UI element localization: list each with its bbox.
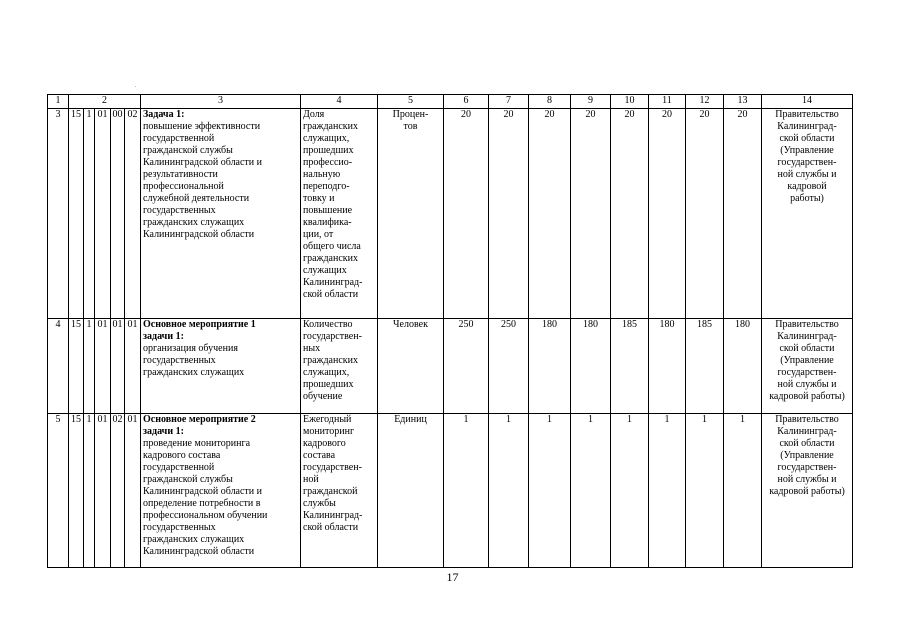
indicator-cell: Ежегодный мониторинг кадрового состава государствен- ной гражданской службы Калининград- ской области <box>301 414 378 568</box>
task-cell <box>141 109 301 319</box>
scan-speck <box>135 86 136 87</box>
code-cell: 1 <box>84 414 95 568</box>
value-cell: 1 <box>649 414 686 568</box>
table-row <box>48 109 853 319</box>
header-cell: 7 <box>489 95 529 109</box>
code-cell: 15 <box>69 414 84 568</box>
task-title: Основное мероприятие 1 задачи 1: <box>143 319 256 342</box>
code-cell: 15 <box>69 319 84 414</box>
header-cell: 10 <box>611 95 649 109</box>
table-row <box>48 319 853 414</box>
value-cell: 1 <box>686 414 724 568</box>
indicator-cell: Доля гражданских служащих, прошедших профессио- нальную переподго- товку и повышение квалифика- ции, от общего числа гражданских служащих Калининград- ской области <box>301 109 378 319</box>
value-cell: 1 <box>489 414 529 568</box>
header-cell: 13 <box>724 95 762 109</box>
code-cell: 00 <box>111 109 125 319</box>
value-cell: 1 <box>571 414 611 568</box>
value-cell: 20 <box>571 109 611 319</box>
code-cell: 01 <box>95 109 111 319</box>
task-title: Задача 1: <box>143 109 185 120</box>
responsible-cell: Правительство Калининград- ской области (Управление государствен- ной службы и кадровой работы) <box>762 319 853 414</box>
task-description: повышение эффективности государственной гражданской службы Калининградской области и результативности профессиональной служебной деятельности государственных гражданских служащих Калининградской области <box>143 121 263 240</box>
task-cell <box>141 414 301 568</box>
code-cell: 01 <box>111 319 125 414</box>
value-cell: 180 <box>649 319 686 414</box>
header-cell: 3 <box>141 95 301 109</box>
page-number: 17 <box>446 570 459 584</box>
program-table <box>47 94 853 568</box>
row-number: 4 <box>48 319 69 414</box>
header-cell: 11 <box>649 95 686 109</box>
value-cell: 180 <box>529 319 571 414</box>
unit-cell: Единиц <box>378 414 444 568</box>
unit-cell: Человек <box>378 319 444 414</box>
header-cell: 14 <box>762 95 853 109</box>
code-cell: 01 <box>125 319 141 414</box>
header-cell: 4 <box>301 95 378 109</box>
code-cell: 02 <box>111 414 125 568</box>
table-row <box>48 414 853 568</box>
value-cell: 20 <box>724 109 762 319</box>
value-cell: 185 <box>686 319 724 414</box>
task-title: Основное мероприятие 2 задачи 1: <box>143 414 256 437</box>
task-description: проведение мониторинга кадрового состава государственной гражданской службы Калининградской области и определение потребности в профессиональном обучении государственных гражданских служащих Калининградской области <box>143 438 268 557</box>
code-cell: 01 <box>125 414 141 568</box>
unit-cell: Процен- тов <box>378 109 444 319</box>
header-row <box>48 95 853 109</box>
value-cell: 20 <box>649 109 686 319</box>
code-cell: 1 <box>84 109 95 319</box>
header-cell: 1 <box>48 95 69 109</box>
code-cell: 02 <box>125 109 141 319</box>
header-cell: 5 <box>378 95 444 109</box>
header-cell: 9 <box>571 95 611 109</box>
code-cell: 15 <box>69 109 84 319</box>
value-cell: 1 <box>529 414 571 568</box>
indicator-cell: Количество государствен- ных гражданских служащих, прошедших обучение <box>301 319 378 414</box>
header-cell: 8 <box>529 95 571 109</box>
value-cell: 1 <box>724 414 762 568</box>
responsible-cell: Правительство Калининград- ской области (Управление государствен- ной службы и кадровой работы) <box>762 109 853 319</box>
task-cell <box>141 319 301 414</box>
header-cell: 12 <box>686 95 724 109</box>
value-cell: 20 <box>444 109 489 319</box>
value-cell: 1 <box>444 414 489 568</box>
value-cell: 250 <box>489 319 529 414</box>
value-cell: 20 <box>611 109 649 319</box>
value-cell: 180 <box>571 319 611 414</box>
row-number: 5 <box>48 414 69 568</box>
code-cell: 01 <box>95 319 111 414</box>
responsible-cell: Правительство Калининград- ской области (Управление государствен- ной службы и кадровой работы) <box>762 414 853 568</box>
value-cell: 1 <box>611 414 649 568</box>
value-cell: 185 <box>611 319 649 414</box>
header-cell: 6 <box>444 95 489 109</box>
value-cell: 20 <box>529 109 571 319</box>
value-cell: 180 <box>724 319 762 414</box>
task-description: организация обучения государственных гражданских служащих <box>143 343 245 378</box>
header-cell: 2 <box>69 95 141 109</box>
value-cell: 20 <box>686 109 724 319</box>
row-number: 3 <box>48 109 69 319</box>
code-cell: 1 <box>84 319 95 414</box>
value-cell: 250 <box>444 319 489 414</box>
value-cell: 20 <box>489 109 529 319</box>
code-cell: 01 <box>95 414 111 568</box>
